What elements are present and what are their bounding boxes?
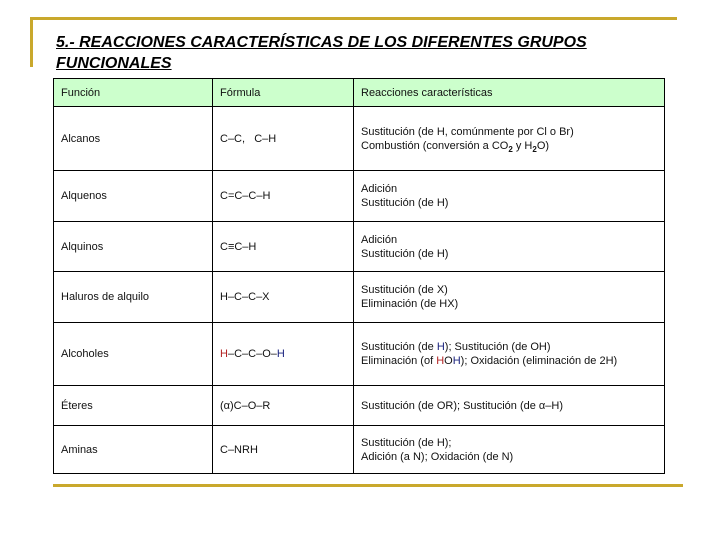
text-segment: Sustitución (de H) — [361, 247, 449, 260]
cell-line — [361, 436, 657, 450]
cell-reacciones — [354, 426, 665, 474]
text-segment: 2 — [532, 144, 537, 154]
decorative-left-line — [30, 17, 33, 67]
text-segment: –C–C–O– — [227, 348, 277, 360]
cell-funcion: Haluros de alquilo — [54, 272, 213, 323]
table-row — [54, 323, 665, 386]
text-segment: H — [220, 348, 228, 360]
cell-funcion: Alcoholes — [54, 323, 213, 386]
text-segment: O) — [536, 139, 550, 152]
page-title: 5.- REACCIONES CARACTERÍSTICAS DE LOS DIFERENTES GRUPOS FUNCIONALES — [56, 34, 587, 72]
text-segment: Sustitución (de — [361, 341, 437, 353]
cell-line — [361, 450, 657, 464]
text-segment: Adición — [361, 233, 398, 246]
cell-formula — [213, 107, 354, 171]
text-segment: H–C–C–X — [220, 291, 270, 303]
cell-formula — [213, 171, 354, 222]
cell-line — [361, 233, 657, 247]
text-segment: 2 — [508, 144, 513, 154]
text-segment: ); Oxidación (eliminación de 2H) — [460, 355, 618, 367]
text-segment: H — [436, 341, 445, 353]
table-row — [54, 386, 665, 426]
text-segment: H — [276, 348, 285, 360]
cell-line — [220, 443, 346, 457]
cell-line — [220, 132, 346, 146]
cell-funcion: Aminas — [54, 426, 213, 474]
cell-formula — [213, 222, 354, 272]
text-segment: Sustitución (de X) — [361, 284, 448, 296]
cell-line — [361, 247, 657, 261]
table-row — [54, 272, 665, 323]
text-segment: Combustión (conversión a CO — [361, 139, 509, 152]
decorative-bottom-line — [53, 484, 683, 487]
table-header-row — [54, 79, 665, 107]
decorative-top-line — [30, 17, 677, 20]
cell-line — [361, 125, 657, 139]
table-row — [54, 107, 665, 171]
cell-line — [220, 290, 346, 304]
cell-line — [361, 139, 657, 153]
functional-groups-table — [53, 78, 665, 474]
text-segment: ); Sustitución (de OH) — [444, 341, 551, 353]
text-segment: C=C–C–H — [220, 190, 271, 202]
header-formula: Fórmula — [213, 79, 354, 107]
text-segment: y H — [512, 139, 533, 152]
text-segment: C≡C–H — [220, 240, 257, 253]
table-row — [54, 426, 665, 474]
cell-formula — [213, 426, 354, 474]
cell-formula — [213, 272, 354, 323]
text-segment: Adición — [361, 183, 398, 195]
cell-line — [220, 399, 346, 413]
table-row — [54, 222, 665, 272]
text-segment: C–C, C–H — [220, 132, 277, 145]
cell-line — [361, 399, 657, 413]
cell-formula — [213, 386, 354, 426]
header-funcion: Función — [54, 79, 213, 107]
cell-funcion: Alcanos — [54, 107, 213, 171]
text-segment: Sustitución (de OR); Sustitución (de α–H) — [361, 399, 563, 412]
cell-line — [361, 283, 657, 297]
cell-line — [361, 196, 657, 210]
cell-line — [361, 182, 657, 196]
text-segment: Sustitución (de H, comúnmente por Cl o Br) — [361, 125, 574, 138]
table-row — [54, 171, 665, 222]
text-segment: Sustitución (de H) — [361, 197, 449, 209]
cell-reacciones — [354, 171, 665, 222]
header-reacciones: Reacciones características — [354, 79, 665, 107]
text-segment: Eliminación (de HX) — [361, 298, 459, 310]
cell-funcion: Alquinos — [54, 222, 213, 272]
cell-line — [361, 297, 657, 311]
cell-line — [220, 189, 346, 203]
text-segment: (α)C–O–R — [220, 399, 271, 412]
text-segment: Eliminación (of — [361, 355, 437, 367]
text-segment: O — [444, 355, 453, 367]
cell-line — [361, 354, 657, 368]
cell-line — [361, 340, 657, 354]
text-segment: H — [452, 355, 461, 367]
cell-reacciones — [354, 222, 665, 272]
cell-reacciones — [354, 272, 665, 323]
cell-funcion: Éteres — [54, 386, 213, 426]
text-segment: H — [436, 355, 445, 367]
text-segment: Sustitución (de H); — [361, 436, 452, 449]
cell-line — [220, 347, 346, 361]
text-segment: Adición (a N); Oxidación (de N) — [361, 450, 514, 463]
cell-formula — [213, 323, 354, 386]
cell-line — [220, 240, 346, 254]
cell-reacciones — [354, 323, 665, 386]
text-segment: C–NRH — [220, 443, 258, 456]
cell-reacciones — [354, 386, 665, 426]
cell-reacciones — [354, 107, 665, 171]
cell-funcion: Alquenos — [54, 171, 213, 222]
